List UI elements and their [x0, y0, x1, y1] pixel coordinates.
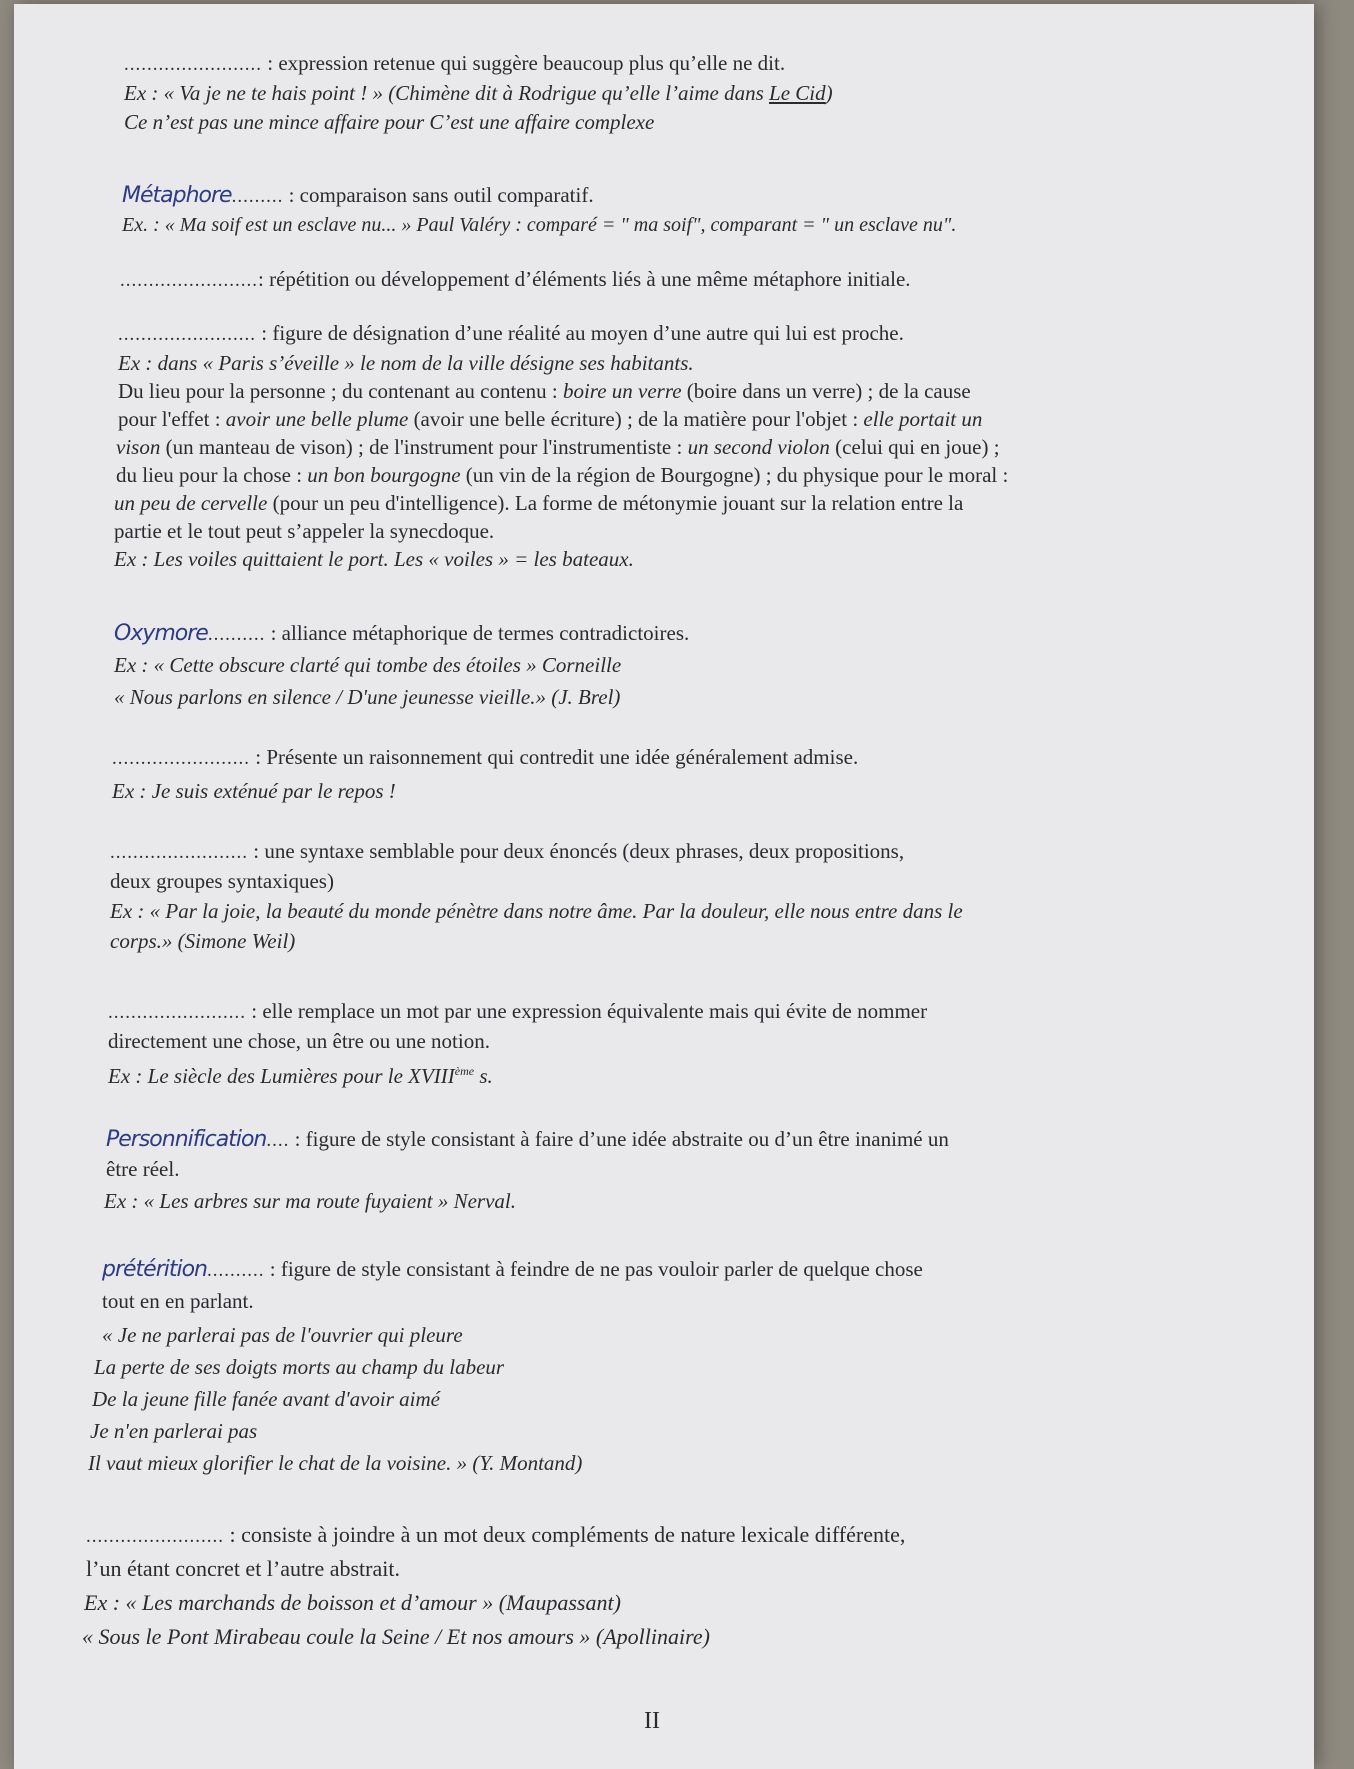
- entry-metonymie-text-1: Du lieu pour la personne ; du contenant au contenu : boire un verre (boire dans un verre) ; de la cause: [118, 379, 971, 403]
- entry-personnification-definition: Personnification.... : figure de style consistant à faire d’une idée abstraite ou d’un être inanimé un: [106, 1127, 949, 1152]
- entry-periphrase-definition-2: directement une chose, un être ou une notion.: [108, 1029, 490, 1053]
- entry-personnification-example: Ex : « Les arbres sur ma route fuyaient » Nerval.: [104, 1189, 516, 1213]
- entry-parallelisme-example-1: Ex : « Par la joie, la beauté du monde pénètre dans notre âme. Par la douleur, elle nous entre dans le: [110, 899, 963, 923]
- entry-litote-example-2: Ce n’est pas une mince affaire pour C’est une affaire complexe: [124, 110, 655, 134]
- blank-line: ........................: [124, 54, 262, 75]
- entry-parallelisme-definition: ........................ : une syntaxe semblable pour deux énoncés (deux phrases, deux propositions,: [110, 838, 904, 866]
- blank-line: ........................: [112, 748, 250, 769]
- blank-line: ........................: [118, 324, 256, 345]
- poem-line-2: La perte de ses doigts morts au champ du labeur: [94, 1355, 505, 1379]
- poem-line-3: De la jeune fille fanée avant d'avoir aimé: [92, 1387, 440, 1411]
- page-number: II: [644, 1708, 660, 1734]
- blank-line: ........................: [108, 1002, 246, 1023]
- entry-paradoxe-example: Ex : Je suis exténué par le repos !: [112, 779, 396, 803]
- handwritten-answer: prétérition: [102, 1257, 208, 1282]
- poem-line-4: Je n'en parlerai pas: [90, 1419, 258, 1443]
- handwritten-answer: Oxymore: [114, 621, 208, 646]
- entry-parallelisme-example-2: corps.» (Simone Weil): [110, 929, 296, 953]
- document-page: [14, 4, 1314, 1769]
- entry-metonymie-text-2: pour l'effet : avoir une belle plume (avoir une belle écriture) ; de la matière pour l'objet : elle portait un: [118, 407, 983, 431]
- entry-metaphore-definition: Métaphore......... : comparaison sans outil comparatif.: [122, 183, 594, 208]
- entry-periphrase-definition: ........................ : elle remplace un mot par une expression équivalente mais qui évite de nommer: [108, 998, 927, 1026]
- blank-line: ........................: [120, 270, 258, 291]
- handwritten-answer: Personnification: [106, 1127, 267, 1152]
- entry-metonymie-text-5: un peu de cervelle (pour un peu d'intelligence). La forme de métonymie jouant sur la relation entre la: [114, 491, 964, 515]
- entry-zeugme-definition: ........................ : consiste à joindre à un mot deux compléments de nature lexicale différente,: [86, 1522, 905, 1550]
- entry-metonymie-definition: ........................ : figure de désignation d’une réalité au moyen d’une autre qui lui est proche.: [118, 320, 904, 348]
- entry-metonymie-text-6: partie et le tout peut s’appeler la synecdoque.: [114, 519, 495, 543]
- handwritten-answer: Métaphore: [122, 183, 232, 208]
- entry-paradoxe-definition: ........................ : Présente un raisonnement qui contredit une idée généralement admise.: [112, 744, 858, 772]
- entry-parallelisme-definition-2: deux groupes syntaxiques): [110, 869, 334, 893]
- entry-metonymie-text-4: du lieu pour la chose : un bon bourgogne (un vin de la région de Bourgogne) ; du physique pour le moral :: [116, 463, 1009, 487]
- entry-metonymie-example-2: Ex : Les voiles quittaient le port. Les « voiles » = les bateaux.: [114, 547, 634, 571]
- entry-zeugme-example-2: « Sous le Pont Mirabeau coule la Seine / Et nos amours » (Apollinaire): [82, 1624, 710, 1649]
- entry-oxymore-example-2: « Nous parlons en silence / D'une jeunesse vieille.» (J. Brel): [114, 685, 621, 709]
- entry-metonymie-example: Ex : dans « Paris s’éveille » le nom de la ville désigne ses habitants.: [118, 351, 694, 375]
- entry-preterition-definition: prétérition.......... : figure de style consistant à feindre de ne pas vouloir parler de quelque chose: [102, 1257, 923, 1282]
- entry-litote-example: Ex : « Va je ne te hais point ! » (Chimène dit à Rodrigue qu’elle l’aime dans Le Cid): [124, 81, 833, 105]
- poem-line-1: « Je ne parlerai pas de l'ouvrier qui pleure: [102, 1323, 463, 1347]
- entry-periphrase-example: Ex : Le siècle des Lumières pour le XVIIIème s.: [108, 1064, 493, 1088]
- blank-line: ........................: [86, 1526, 224, 1547]
- entry-metonymie-text-3: vison (un manteau de vison) ; de l'instrument pour l'instrumentiste : un second violon (celui qui en joue) ;: [116, 435, 1000, 459]
- blank-line: ........................: [110, 842, 248, 863]
- entry-zeugme-definition-2: l’un étant concret et l’autre abstrait.: [86, 1556, 400, 1581]
- entry-preterition-definition-2: tout en en parlant.: [102, 1289, 254, 1313]
- entry-oxymore-definition: Oxymore.......... : alliance métaphorique de termes contradictoires.: [114, 621, 690, 646]
- entry-litote-definition: ........................ : expression retenue qui suggère beaucoup plus qu’elle ne dit.: [124, 50, 785, 78]
- entry-oxymore-example-1: Ex : « Cette obscure clarté qui tombe des étoiles » Corneille: [114, 653, 622, 677]
- poem-line-5: Il vaut mieux glorifier le chat de la voisine. » (Y. Montand): [88, 1451, 583, 1475]
- entry-metaphore-filee-definition: ........................: répétition ou développement d’éléments liés à une même métaphore initiale.: [120, 266, 911, 294]
- entry-zeugme-example-1: Ex : « Les marchands de boisson et d’amour » (Maupassant): [84, 1590, 621, 1615]
- entry-metaphore-example: Ex. : « Ma soif est un esclave nu... » Paul Valéry : comparé = " ma soif", comparant = " un esclave nu".: [122, 214, 957, 236]
- entry-personnification-definition-2: être réel.: [106, 1157, 180, 1181]
